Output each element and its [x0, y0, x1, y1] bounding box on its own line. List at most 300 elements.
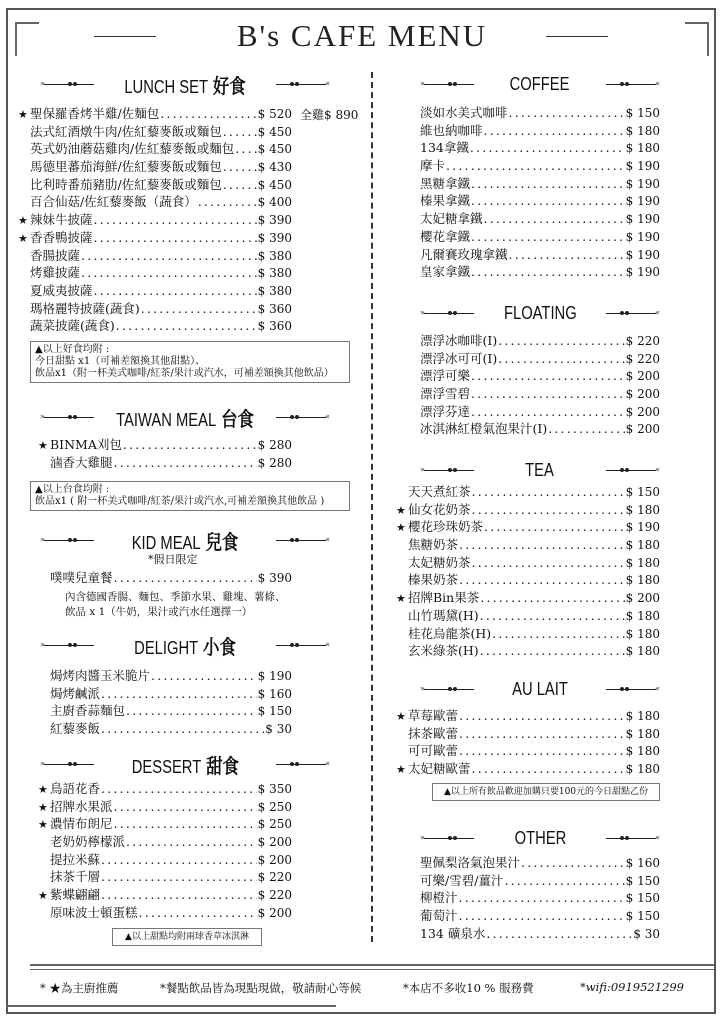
dot-leader: [472, 502, 625, 517]
item-price: $ 450: [257, 177, 292, 192]
dot-leader: [492, 626, 624, 641]
item-price: $ 150: [625, 891, 660, 906]
menu-item: [396, 759, 660, 777]
menu-item: [18, 192, 292, 210]
item-name: 比利時番茄豬肋/佐紅藜麥飯或麵包: [30, 176, 222, 192]
ornament-left-icon: »: [40, 535, 98, 545]
description-line: 內含德國香腸、麵包、季節水果、雞塊、薯條、: [65, 591, 286, 603]
section-note: [30, 341, 350, 383]
item-name: 瑪格麗特披薩(蔬食): [30, 300, 140, 316]
item-name: 主廚香蒜麵包: [50, 703, 126, 719]
menu-item: [408, 209, 660, 227]
item-name: 噗噗兒童餐: [50, 570, 113, 585]
item-name: 可可歐蕾: [408, 743, 459, 759]
note-line: ▲以上好食均附 :: [35, 344, 110, 355]
section-title: [504, 303, 577, 324]
item-price: $ 280: [257, 438, 292, 452]
item-price: $ 150: [625, 485, 660, 499]
note-line: ▲以上台食均附 :: [35, 484, 110, 495]
item-price: $ 180: [625, 709, 660, 723]
item-price: $ 200: [257, 905, 292, 920]
item-price: $ 200: [257, 835, 292, 850]
item-price: $ 250: [257, 799, 292, 814]
dot-leader: [81, 265, 257, 280]
item-name: 馬德里蕃茄海鮮/佐紅藜麥飯或麵包: [30, 159, 222, 175]
item-list-lunch: [18, 104, 292, 334]
dot-leader: [126, 703, 257, 718]
item-price: $ 200: [625, 387, 660, 402]
section-header-aulait: [420, 677, 660, 701]
item-name: 法式紅酒燉牛肉/佐紅藜麥飯或麵包: [30, 123, 222, 139]
item-name: 柳橙汁: [420, 890, 458, 906]
menu-item: [396, 641, 660, 659]
section-title-en: OTHER: [514, 827, 566, 848]
menu-item: [38, 435, 292, 453]
dot-leader: [498, 333, 624, 348]
dot-leader: [459, 708, 625, 723]
menu-item: [408, 245, 660, 263]
menu-item: [396, 606, 660, 624]
item-name: 漂浮冰可可(I): [420, 350, 498, 366]
menu-item: [408, 349, 660, 367]
chef-recommend-star-icon: ★: [396, 592, 406, 606]
item-name: 老奶奶檸檬派: [50, 834, 126, 850]
section-title-en: AU LAIT: [512, 678, 568, 699]
menu-item: [408, 366, 660, 384]
item-price: $ 390: [257, 571, 292, 585]
item-price: $ 280: [257, 455, 292, 470]
footer-service-note: *本店不多收10 % 服務費: [403, 981, 534, 995]
item-price: $ 180: [625, 573, 660, 588]
dot-leader: [484, 123, 625, 138]
section-header-tea: [420, 458, 660, 482]
item-name: 黑糖拿鐵: [420, 175, 471, 191]
item-price: $ 450: [257, 124, 292, 139]
item-name: 摩卡: [420, 158, 446, 174]
dot-leader: [459, 890, 625, 905]
item-price: $ 380: [257, 248, 292, 263]
menu-item: [408, 191, 660, 209]
section-title: [116, 403, 254, 432]
item-name: 焦糖奶茶: [408, 537, 459, 553]
item-price: $ 220: [625, 334, 660, 348]
item-name: 漂浮芬達: [420, 403, 471, 419]
item-price: $ 450: [257, 142, 292, 157]
menu-item: [18, 316, 292, 334]
section-title-zh: 兒食: [205, 529, 239, 554]
note-line: 飲品x1（附一杯美式咖啡/紅茶/果汁或汽水，可補差額換其他飲品）: [35, 368, 334, 379]
menu-item: [396, 500, 660, 518]
section-header-delight: [40, 633, 330, 657]
item-name: 提拉米蘇: [50, 851, 101, 867]
item-list-dessert: [38, 779, 292, 921]
section-title: [134, 631, 236, 660]
menu-item: [18, 281, 292, 299]
item-price: $ 200: [625, 404, 660, 419]
footer-rule: [30, 969, 714, 970]
item-name: 百合仙菇/佐紅藜麥飯（蔬食）: [30, 194, 197, 210]
menu-item: [396, 588, 660, 606]
item-name: 抹茶歐蕾: [408, 725, 459, 741]
section-note: [112, 928, 262, 946]
item-name: 紫蝶翩翩: [50, 887, 101, 903]
dot-leader: [116, 318, 257, 333]
section-title: [124, 70, 245, 99]
chef-recommend-star-icon: ★: [396, 763, 406, 777]
menu-item: [18, 246, 292, 264]
menu-item: [18, 228, 292, 246]
dot-leader: [235, 141, 256, 156]
menu-item: [408, 888, 660, 906]
item-name: 榛果奶茶: [408, 572, 459, 588]
section-note: [30, 481, 350, 511]
menu-item: [18, 299, 292, 317]
menu-item: [396, 624, 660, 642]
item-price: $ 180: [625, 626, 660, 641]
section-header-other: [420, 826, 660, 850]
item-price: $ 180: [625, 555, 660, 570]
item-name: 櫻花拿鐵: [420, 228, 471, 244]
menu-item: [408, 924, 660, 942]
item-name: 櫻花珍珠奶茶: [408, 519, 484, 535]
menu-item: [396, 724, 660, 742]
section-title-en: COFFEE: [510, 73, 570, 94]
item-name: 山竹瑪黛(H): [408, 607, 479, 623]
dot-leader: [101, 869, 257, 884]
dot-leader: [548, 421, 624, 436]
menu-item: [408, 138, 660, 156]
item-price: $ 190: [625, 265, 660, 280]
item-name: 淡如水美式咖啡: [420, 105, 508, 120]
dot-leader: [484, 211, 625, 226]
section-subtitle: *假日限定: [148, 553, 198, 566]
item-price: $ 190: [625, 229, 660, 244]
dot-leader: [94, 230, 257, 245]
item-name: 聖保羅香烤半雞/佐麵包: [30, 106, 160, 121]
item-name: 太妃糖奶茶: [408, 554, 471, 570]
item-list-aulait: [396, 706, 660, 777]
item-name: 太妃糖歐蕾: [408, 761, 471, 777]
dot-leader: [141, 301, 257, 316]
dot-leader: [139, 905, 257, 920]
item-name: 蔬菜披薩(蔬食): [30, 318, 115, 334]
item-name: 皇家拿鐵: [420, 264, 471, 280]
item-price: $ 190: [625, 212, 660, 227]
item-name: 原味波士頓蛋糕: [50, 904, 138, 920]
item-price: $ 220: [257, 888, 292, 903]
menu-item: [38, 779, 292, 797]
column-divider: [371, 72, 373, 942]
dot-leader: [480, 608, 625, 623]
item-name: 漂浮冰咖啡(I): [420, 333, 498, 348]
menu-item: [38, 867, 292, 885]
menu-item: [408, 853, 660, 871]
dot-leader: [101, 852, 257, 867]
section-title: [512, 679, 568, 700]
footer-fresh-note: *餐點飲品皆為現點現做，敬請耐心等候: [160, 981, 362, 995]
menu-item: [38, 684, 292, 702]
item-name: 桂花烏龍茶(H): [408, 625, 492, 641]
item-price: $ 150: [625, 909, 660, 924]
dot-leader: [509, 105, 625, 120]
menu-item: [408, 384, 660, 402]
menu-item: [18, 175, 292, 193]
item-name: 天天煮紅茶: [408, 484, 471, 499]
chef-recommend-star-icon: ★: [396, 710, 406, 723]
dot-leader: [151, 668, 257, 683]
item-name: 凡爾賽玫瑰拿鐵: [420, 246, 508, 262]
item-name: 招牌水果派: [50, 798, 113, 814]
item-list-coffee: [408, 103, 660, 280]
item-name: 烤雞披薩: [30, 265, 81, 281]
dot-leader: [470, 140, 625, 155]
dot-leader: [114, 816, 257, 831]
menu-item: [18, 263, 292, 281]
item-name: 招牌Bin果茶: [408, 590, 480, 606]
dot-leader: [94, 283, 257, 298]
chef-recommend-star-icon: ★: [396, 521, 406, 535]
item-name: 維也納咖啡: [420, 122, 483, 138]
ornament-left-icon: »: [40, 79, 98, 89]
item-price: $ 180: [625, 141, 660, 156]
item-name: 漂浮雪碧: [420, 386, 471, 402]
item-price: $ 220: [625, 351, 660, 366]
item-name: 葡萄汁: [420, 908, 458, 924]
ornament-right-icon: «: [602, 308, 660, 318]
item-name: 太妃糖拿鐵: [420, 211, 483, 227]
ornament-right-icon: «: [272, 535, 330, 545]
dot-leader: [101, 686, 257, 701]
section-title-zh: 好食: [212, 73, 246, 98]
menu-item: [396, 553, 660, 571]
dot-leader: [114, 799, 257, 814]
item-price: $ 350: [257, 782, 292, 796]
dot-leader: [459, 572, 625, 587]
section-header-floating: [420, 301, 660, 325]
chef-recommend-star-icon: ★: [18, 231, 28, 245]
item-price: $ 360: [257, 301, 292, 316]
item-list-floating: [408, 331, 660, 437]
item-price: $ 390: [257, 213, 292, 228]
item-name: 紅藜麥飯: [50, 721, 101, 737]
dot-leader: [114, 455, 257, 470]
ornament-left-icon: »: [420, 684, 478, 694]
chef-recommend-star-icon: ★: [38, 889, 48, 903]
dot-leader: [486, 926, 632, 941]
note-line: 今日甜點 x1（可補差額換其他甜點）、: [35, 356, 206, 367]
item-list-tea: [396, 482, 660, 659]
menu-item: [408, 174, 660, 192]
section-title-zh: 台食: [221, 406, 254, 431]
menu-item: [408, 419, 660, 437]
section-title-en: DESSERT: [131, 756, 201, 777]
dot-leader: [459, 908, 625, 923]
item-price: $ 390: [257, 230, 292, 245]
item-name: 濃情布朗尼: [50, 816, 113, 832]
menu-item: [18, 210, 292, 228]
menu-item: [408, 906, 660, 924]
item-price: $ 250: [257, 817, 292, 832]
menu-item: [38, 814, 292, 832]
menu-item: [38, 453, 292, 471]
item-name: 英式奶油蘑菇雞肉/佐紅藜麥飯或麵包: [30, 141, 235, 157]
item-price: $ 380: [257, 283, 292, 298]
menu-item: [38, 719, 292, 737]
ornament-right-icon: «: [602, 684, 660, 694]
item-name: 鳥語花香: [50, 781, 101, 796]
dot-leader: [101, 887, 257, 902]
footer-rule: [30, 964, 714, 966]
item-name: 134拿鐵: [420, 140, 469, 156]
dot-leader: [472, 555, 625, 570]
item-name: 焗烤肉醬玉米脆片: [50, 668, 151, 683]
dot-leader: [471, 386, 625, 401]
ornament-right-icon: «: [602, 465, 660, 475]
dot-leader: [459, 743, 625, 758]
item-price: $ 200: [257, 852, 292, 867]
item-price: $ 220: [257, 870, 292, 885]
chef-recommend-star-icon: ★: [18, 214, 28, 228]
item-name: 聖佩梨洛氣泡果汁: [420, 855, 521, 870]
menu-item: [18, 157, 292, 175]
section-title-en: TAIWAN MEAL: [116, 409, 217, 430]
section-title-en: DELIGHT: [134, 637, 199, 658]
menu-item: [408, 227, 660, 245]
dot-leader: [223, 177, 257, 192]
item-price: $ 160: [257, 686, 292, 701]
item-price: $ 150: [625, 106, 660, 120]
section-header-kid: [40, 528, 330, 552]
item-name: 夏威夷披薩: [30, 282, 93, 298]
item-price: $ 150: [625, 873, 660, 888]
item-price: $ 180: [625, 644, 660, 659]
dot-leader: [472, 761, 625, 776]
dot-leader: [160, 106, 256, 121]
whole-chicken-price: 全雞$ 890: [300, 108, 359, 122]
menu-item: [408, 331, 660, 349]
item-name: 榛果拿鐵: [420, 193, 471, 209]
chef-recommend-star-icon: ★: [38, 439, 48, 452]
menu-item: [396, 517, 660, 535]
item-name: 玄米綠茶(H): [408, 643, 479, 659]
section-note: [432, 783, 660, 801]
chef-recommend-star-icon: ★: [38, 800, 48, 814]
item-price: $ 520: [257, 107, 292, 121]
ornament-right-icon: «: [272, 79, 330, 89]
item-name: 滷香大雞腿: [50, 454, 113, 470]
item-name: 辣妹牛披薩: [30, 212, 93, 228]
item-price: $ 180: [625, 762, 660, 777]
menu-item: [396, 482, 660, 500]
ornament-right-icon: «: [272, 412, 330, 422]
menu-item: [396, 706, 660, 724]
dot-leader: [471, 368, 625, 383]
dot-leader: [223, 124, 257, 139]
menu-title: B's CAFE MENU: [236, 18, 488, 53]
chef-recommend-star-icon: ★: [38, 818, 48, 832]
item-price: $ 180: [625, 744, 660, 759]
item-price: $ 190: [625, 194, 660, 209]
menu-item: [38, 885, 292, 903]
dot-leader: [504, 873, 624, 888]
item-name: 可樂/雪碧/薑汁: [420, 872, 504, 888]
section-title-zh: 甜食: [205, 753, 239, 778]
dot-leader: [114, 570, 257, 585]
section-title: [514, 828, 566, 849]
item-name: BINMA刈包: [50, 437, 122, 452]
menu-item: [396, 741, 660, 759]
item-name: 冰淇淋紅橙氣泡果汁(I): [420, 421, 548, 437]
dot-leader: [459, 726, 625, 741]
dot-leader: [509, 247, 625, 262]
item-name: 香腸披薩: [30, 247, 81, 263]
menu-item: [408, 871, 660, 889]
ornament-left-icon: »: [40, 759, 98, 769]
item-price: $ 190: [625, 176, 660, 191]
item-price: $ 400: [257, 195, 292, 210]
dot-leader: [223, 159, 257, 174]
item-price: $ 190: [625, 159, 660, 174]
section-title-en: KID MEAL: [131, 532, 201, 553]
section-title-en: LUNCH SET: [124, 76, 208, 97]
section-header-lunch: [40, 72, 330, 96]
dot-leader: [123, 437, 257, 452]
item-price: $ 30: [633, 926, 660, 941]
dot-leader: [521, 855, 625, 870]
menu-item: [18, 139, 292, 157]
item-price: $ 180: [625, 538, 660, 553]
dot-leader: [471, 193, 625, 208]
menu-item: [38, 701, 292, 719]
item-price: $ 200: [625, 369, 660, 384]
footer-wifi: *wifi:0919521299: [580, 980, 684, 994]
section-title-en: FLOATING: [503, 302, 577, 323]
menu-item: [408, 103, 660, 121]
ornament-left-icon: »: [420, 308, 478, 318]
section-header-taiwan: [40, 405, 330, 429]
item-price: $ 30: [265, 722, 292, 737]
ornament-left-icon: »: [420, 79, 478, 89]
menu-item: [18, 122, 292, 140]
chef-recommend-star-icon: ★: [396, 503, 406, 517]
menu-item: [396, 570, 660, 588]
item-price: $ 180: [625, 608, 660, 623]
dot-leader: [471, 404, 625, 419]
item-name: 漂浮可樂: [420, 368, 471, 384]
item-price: $ 180: [625, 502, 660, 517]
dot-leader: [446, 158, 625, 173]
item-list-other: [408, 853, 660, 941]
item-price: $ 360: [257, 319, 292, 334]
ornament-right-icon: «: [272, 759, 330, 769]
item-list-kid: [38, 568, 292, 586]
menu-item: [38, 666, 292, 684]
item-price: $ 190: [625, 520, 660, 535]
chef-recommend-star-icon: ★: [18, 108, 28, 121]
footer-rule: [6, 1005, 336, 1007]
section-header-dessert: [40, 752, 330, 776]
menu-item: [38, 797, 292, 815]
item-price: $ 380: [257, 266, 292, 281]
ornament-left-icon: »: [420, 833, 478, 843]
item-price: $ 180: [625, 123, 660, 138]
dot-leader: [471, 264, 625, 279]
dot-leader: [471, 176, 625, 191]
dot-leader: [480, 643, 625, 658]
item-price: $ 200: [625, 591, 660, 606]
dot-leader: [81, 248, 257, 263]
menu-item: [38, 850, 292, 868]
